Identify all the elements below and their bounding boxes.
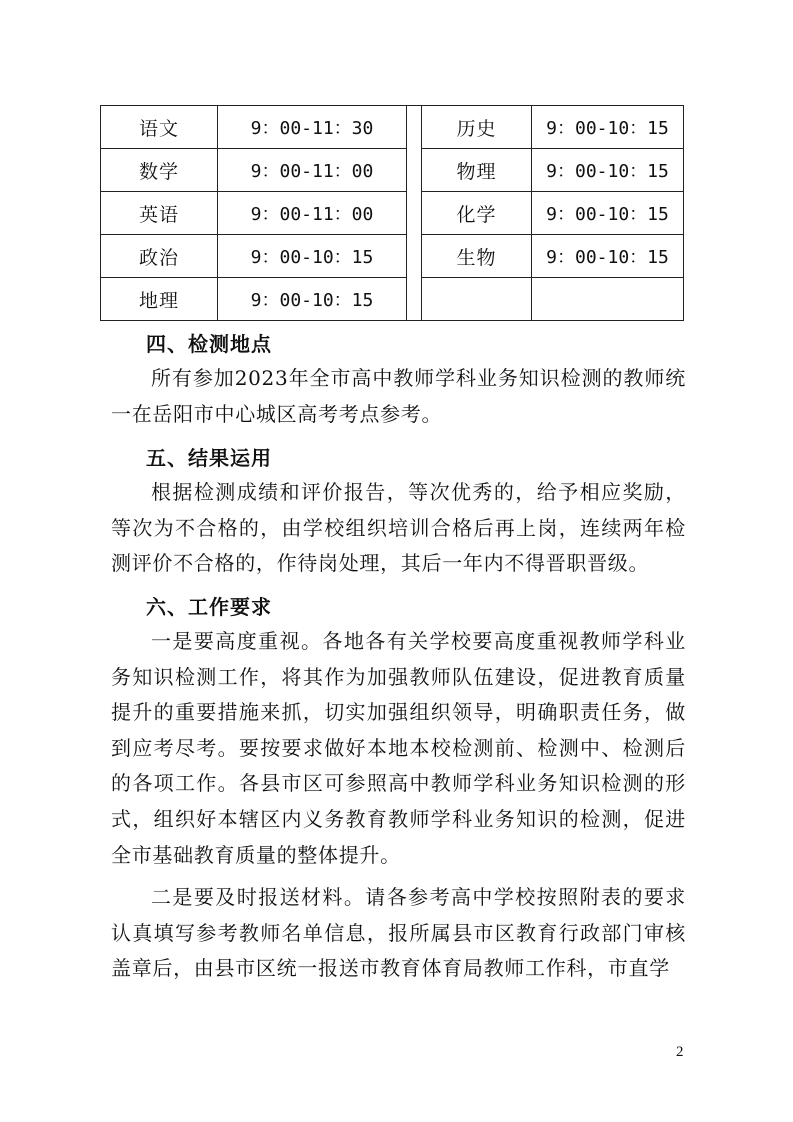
table-row (101, 235, 684, 278)
section-heading-results: 五、结果运用 (146, 446, 272, 470)
time-cell: 9：00-10：15 (218, 278, 407, 321)
time-cell (532, 278, 684, 321)
time-cell: 9：00-10：15 (532, 192, 684, 235)
time-cell: 9：00-10：15 (532, 235, 684, 278)
subject-cell: 政治 (101, 235, 218, 278)
table-row (101, 278, 684, 321)
subject-cell: 语文 (101, 106, 218, 149)
subject-cell: 化学 (422, 192, 532, 235)
page-number: 2 (676, 1044, 684, 1060)
section-heading-location: 四、检测地点 (146, 332, 272, 356)
subject-cell (422, 278, 532, 321)
paragraph-requirements-1: 一是要高度重视。各地各有关学校要高度重视教师学科业务知识检测工作，将其作为加强教师队伍建设，促进教育质量提升的重要措施来抓，切实加强组织领导，明确职责任务，做到应考尽考。要按要求做好本地本校检测前、检测中、检测后的各项工作。各县市区可参照高中教师学科业务知识检测的形式，组织好本辖区内义务教育教师学科业务知识的检测，促进全市基础教育质量的整体提升。 (111, 629, 686, 867)
subject-cell: 数学 (101, 149, 218, 192)
time-cell: 9：00-10：15 (532, 106, 684, 149)
column-separator (407, 106, 422, 149)
time-cell: 9：00-11：30 (218, 106, 407, 149)
time-cell: 9：00-10：15 (218, 235, 407, 278)
time-cell: 9：00-10：15 (532, 149, 684, 192)
column-separator (407, 149, 422, 192)
subject-cell: 物理 (422, 149, 532, 192)
time-cell: 9：00-11：00 (218, 149, 407, 192)
paragraph-location: 所有参加2023年全市高中教师学科业务知识检测的教师统一在岳阳市中心城区高考考点参考。 (111, 366, 686, 426)
subject-cell: 英语 (101, 192, 218, 235)
subject-cell: 生物 (422, 235, 532, 278)
section-heading-requirements: 六、工作要求 (146, 595, 272, 619)
subject-cell: 地理 (101, 278, 218, 321)
exam-schedule-table (100, 105, 684, 321)
paragraph-requirements-2: 二是要及时报送材料。请各参考高中学校按照附表的要求认真填写参考教师名单信息，报所属县市区教育行政部门审核盖章后，由县市区统一报送市教育体育局教师工作科，市直学 (111, 885, 686, 981)
subject-cell: 历史 (422, 106, 532, 149)
table-row (101, 192, 684, 235)
column-separator (407, 192, 422, 235)
column-separator (407, 278, 422, 321)
table-row (101, 106, 684, 149)
time-cell: 9：00-11：00 (218, 192, 407, 235)
column-separator (407, 235, 422, 278)
paragraph-results: 根据检测成绩和评价报告，等次优秀的，给予相应奖励，等次为不合格的，由学校组织培训合格后再上岗，连续两年检测评价不合格的，作待岗处理，其后一年内不得晋职晋级。 (111, 480, 686, 576)
table-row (101, 149, 684, 192)
